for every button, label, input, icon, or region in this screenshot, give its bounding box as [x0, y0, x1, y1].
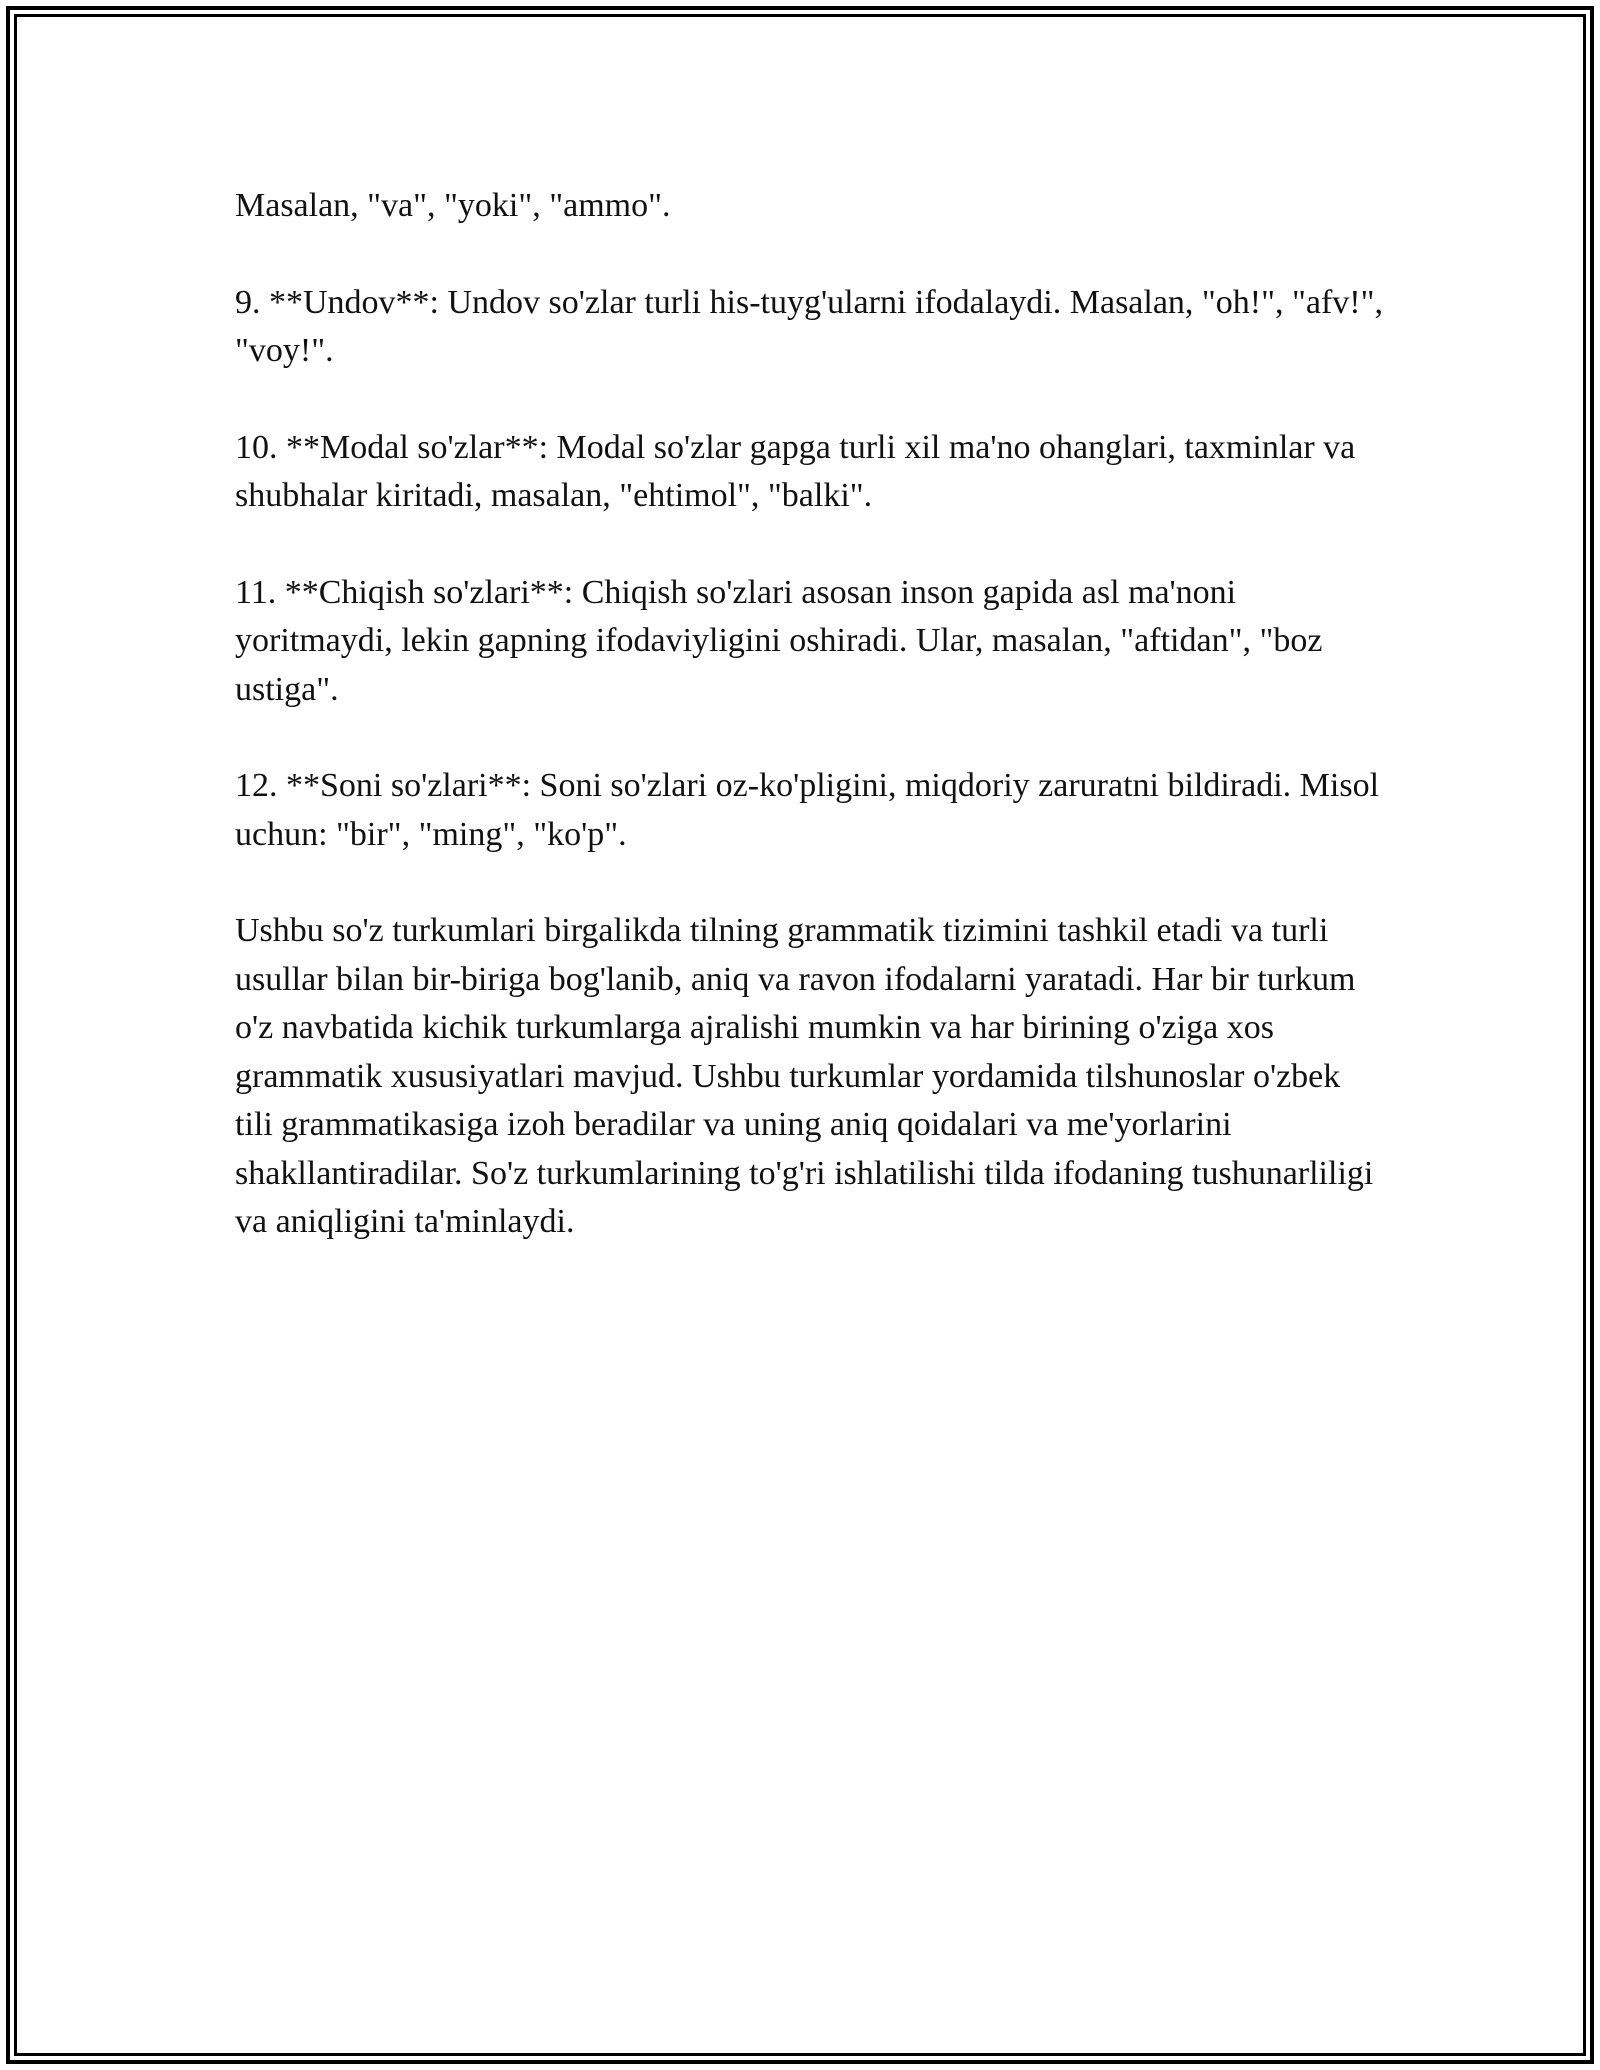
paragraph-soni-sozlari: 12. **Soni so'zlari**: Soni so'zlari oz-ko'pligini, miqdoriy zaruratni bildiradi. Misol uchun: "bir", "ming", "ko'p".	[235, 767, 1380, 853]
paragraph-modal-sozlar: 10. **Modal so'zlar**: Modal so'zlar gapga turli xil ma'no ohanglari, taxminlar va shubhalar kiritadi, masalan, "ehtimol", "balki".	[235, 428, 1356, 514]
paragraph-undov: 9. **Undov**: Undov so'zlar turli his-tuyg'ularni ifodalaydi. Masalan, "oh!", "afv!", "voy!".	[235, 283, 1383, 369]
document-body	[235, 182, 1385, 1295]
paragraph-conjunction-examples: Masalan, "va", "yoki", "ammo".	[235, 187, 671, 224]
paragraph-conclusion: Ushbu so'z turkumlari birgalikda tilning grammatik tizimini tashkil etadi va turli usullar bilan bir-biriga bog'lanib, aniq va ravon ifodalarni yaratadi. Har bir turkum o'z navbatida kichik turkumlarga ajralishi mumkin va har birining o'ziga xos grammatik xususiyatlari mavjud. Ushbu turkumlar yordamida tilshunoslar o'zbek tili grammatikasiga izoh beradilar va uning aniq qoidalari va me'yorlarini shakllantiradilar. So'z turkumlarining to'g'ri ishlatilishi tilda ifodaning tushunarliligi va aniqligini ta'minlaydi.	[235, 912, 1374, 1240]
paragraph-chiqish-sozlari: 11. **Chiqish so'zlari**: Chiqish so'zlari asosan inson gapida asl ma'noni yoritmaydi, lekin gapning ifodaviyligini oshiradi. Ular, masalan, "aftidan", "boz ustiga".	[235, 573, 1323, 708]
